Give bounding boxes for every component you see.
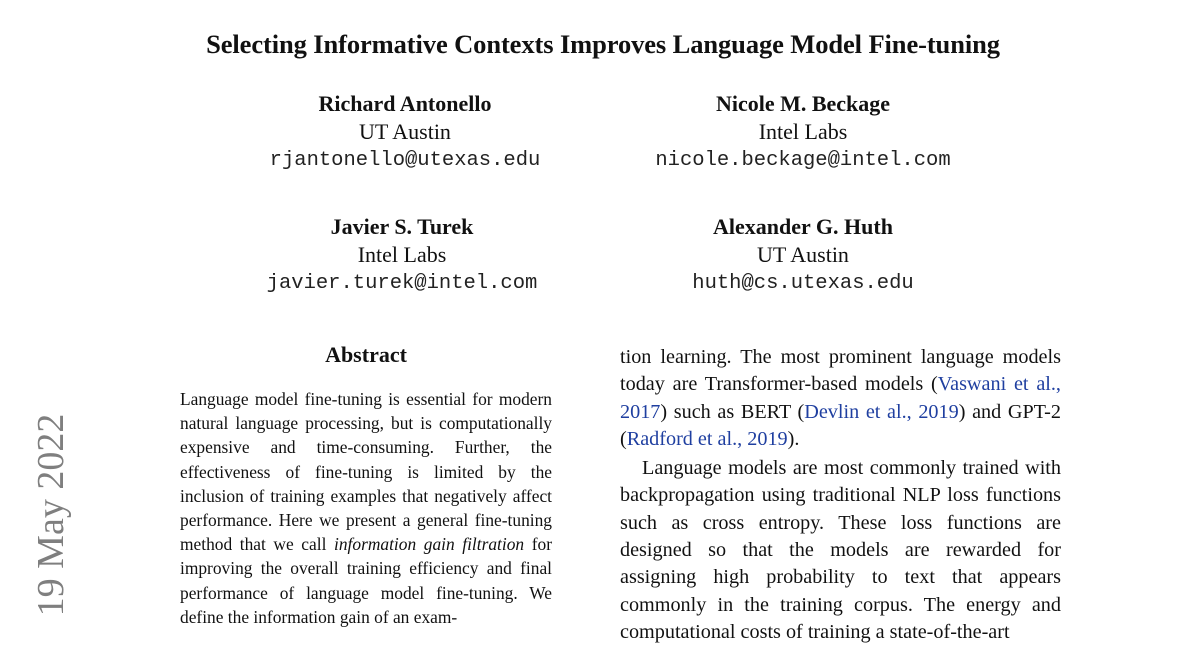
author-block — [195, 90, 615, 176]
citation-link[interactable]: Devlin et al., 2019 — [804, 400, 959, 423]
citation-link[interactable]: Vaswani et al., 2017 — [620, 373, 1061, 423]
body-text: ) such as BERT ( — [660, 400, 805, 423]
author-name: Nicole M. Beckage — [715, 91, 891, 116]
author-email: huth@cs.utexas.edu — [692, 272, 914, 295]
author-email: rjantonello@utexas.edu — [269, 149, 541, 172]
abstract-text-part: Language model fine-tuning is essential for modern natural language processing, but is computationally expensive and time-consuming. Further, the effectiveness of fine-tuning is limited by the inclusion of training examples that negatively affect performance. Here we present a general fine-tuning method that we call — [180, 389, 552, 555]
body-text: tion learning. The most prominent language models today are Transformer-based models ( — [620, 346, 1061, 396]
author-affiliation: Intel Labs — [357, 242, 447, 267]
author-email: javier.turek@intel.com — [266, 272, 538, 295]
author-email: nicole.beckage@intel.com — [655, 149, 951, 172]
abstract-heading: Abstract — [325, 342, 407, 367]
author-block — [593, 213, 1013, 299]
author-affiliation: Intel Labs — [758, 119, 848, 144]
author-affiliation: UT Austin — [757, 242, 849, 267]
author-name: Javier S. Turek — [330, 214, 474, 239]
author-name: Alexander G. Huth — [713, 214, 893, 239]
arxiv-sideband — [31, 407, 71, 622]
author-block — [192, 213, 612, 299]
body-text: ) and GPT-2 ( — [620, 400, 1061, 450]
author-name: Richard Antonello — [318, 91, 492, 116]
paper-title: Selecting Informative Contexts Improves Language Model Fine-tuning — [206, 29, 1000, 59]
body-text: ). — [787, 427, 800, 450]
abstract-text — [180, 387, 552, 629]
body-column — [620, 344, 1061, 646]
abstract-emphasis: information gain filtration — [334, 534, 525, 555]
author-block — [593, 90, 1013, 176]
body-paragraph — [620, 344, 1061, 453]
author-affiliation: UT Austin — [359, 119, 451, 144]
body-paragraph: Language models are most commonly trained with backpropagation using traditional NLP loss functions such as cross entropy. These loss functions are designed so that the models are rewarded for assigning high probability to text that appears commonly in the training corpus. The energy and computational costs of training a state-of-the-art — [620, 457, 1061, 643]
abstract-text-part: for improving the overall training efficiency and final performance of language model fine-tuning. We define the information gain of an exam- — [180, 534, 552, 627]
citation-link[interactable]: Radford et al., 2019 — [626, 427, 788, 450]
arxiv-date: 19 May 2022 — [30, 413, 72, 616]
